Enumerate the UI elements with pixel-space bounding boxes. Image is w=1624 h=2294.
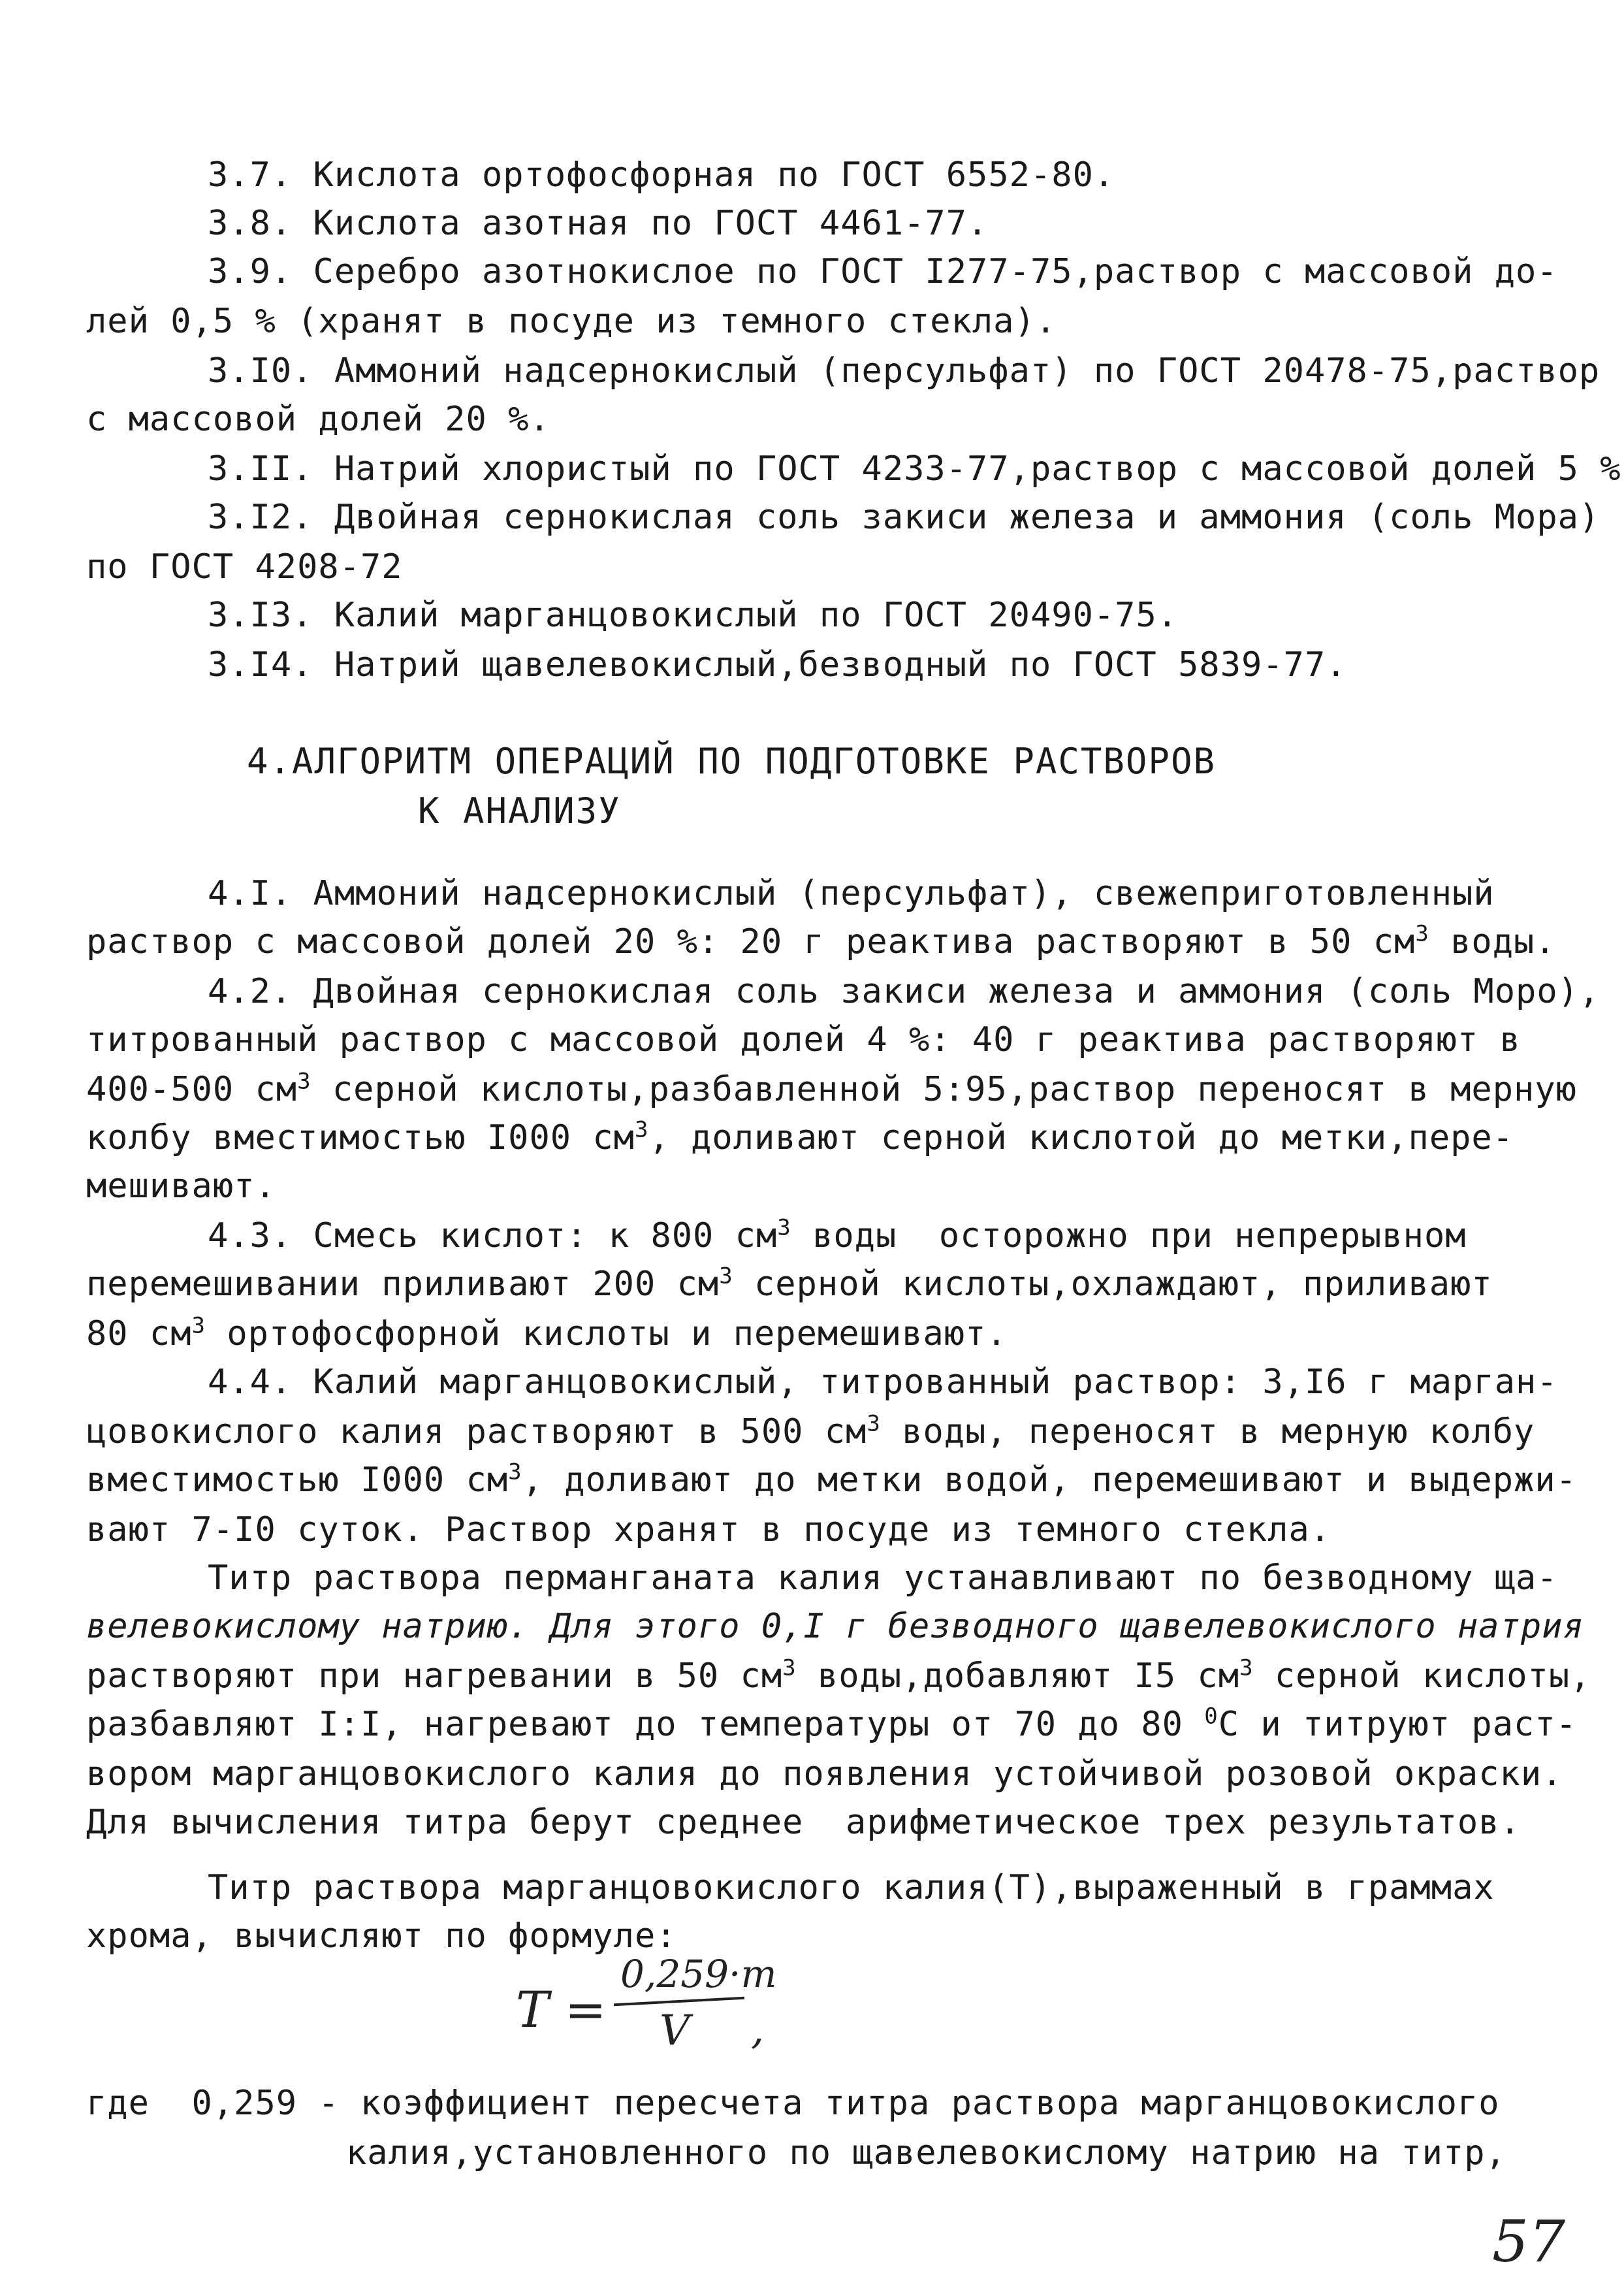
para-4-2-line3: 400-500 $см^3$ серной кислоты,разбавленной 5:95,раствор переносят в мерную [86,1068,1577,1109]
para-formula-intro-line1: Титр раствора марганцовокислого калия(Т),выраженный в граммах [208,1868,1495,1907]
para-4-2-line1: 4.2. Двойная сернокислая соль закиси железа и аммония (соль Моро), [208,972,1600,1011]
item-3-13: 3.I3. Калий марганцовокислый по ГОСТ 20490-75. [208,596,1179,635]
item-3-9-cont: лей 0,5 % (хранят в посуде из темного стекла). [86,302,1057,341]
para-titre-line4: разбавляют I:I, нагревают до температуры от 70 до 80 $^0$С и титруют раст- [86,1703,1577,1744]
para-4-3-line2: перемешивании приливают 200 $см^3$ серной кислоты,охлаждают, приливают [86,1263,1493,1304]
formula-lhs: Т = [516,1980,607,2039]
formula-numerator: 0,259·m [620,1952,777,1996]
para-4-4-line3: вместимостью I000 $см^3$, доливают до метки водой, перемешивают и выдержи- [86,1459,1577,1500]
section-4-heading-cont: К АНАЛИЗУ [418,790,621,832]
formula-comma: , [751,2005,765,2054]
formula-denominator: V [660,2007,690,2055]
item-3-9: 3.9. Серебро азотнокислое по ГОСТ I277-75,раствор с массовой до- [208,252,1558,291]
para-4-2-line4: колбу вместимостью I000 $см^3$, доливают серной кислотой до метки,пере- [86,1116,1514,1157]
para-titre-line6: Для вычисления титра берут среднее арифметическое трех результатов. [86,1803,1521,1842]
item-3-10-cont: с массовой долей 20 %. [86,400,550,439]
para-4-2-line2: титрованный раствор с массовой долей 4 %: 40 г реактива растворяют в [86,1020,1521,1059]
item-3-12-cont: по ГОСТ 4208-72 [86,547,403,587]
para-4-4-line2: цовокислого калия растворяют в 500 $см^3$ воды, переносят в мерную колбу [86,1410,1535,1451]
item-3-7: 3.7. Кислота ортофосфорная по ГОСТ 6552-80. [208,155,1115,195]
where-line1: где 0,259 - коэффициент пересчета титра раствора марганцовокислого [86,2084,1500,2123]
para-4-4-line1: 4.4. Калий марганцовокислый, титрованный раствор: 3,I6 г марган- [208,1363,1558,1402]
section-4-heading: 4.АЛГОРИТМ ОПЕРАЦИЙ ПО ПОДГОТОВКЕ РАСТВОРОВ [247,741,1216,782]
para-titre-line3: растворяют при нагревании в 50 $см^3$ воды,добавляют I5 $см^3$ серной кислоты, [86,1655,1591,1696]
para-titre-line1: Титр раствора перманганата калия устанавливают по безводному ща- [208,1559,1558,1598]
para-4-1-line1: 4.I. Аммоний надсернокислый (персульфат), свежеприготовленный [208,874,1495,913]
para-4-2-line5: мешивают. [86,1167,276,1206]
para-4-1-line2: раствор с массовой долей 20 %: 20 г реактива растворяют в 50 $см^3$ воды. [86,920,1556,961]
item-3-10: 3.I0. Аммоний надсернокислый (персульфат) по ГОСТ 20478-75,раствор [208,351,1600,391]
item-3-14: 3.I4. Натрий щавелевокислый,безводный по ГОСТ 5839-77. [208,645,1347,685]
para-4-3-line3: 80 $см^3$ ортофосфорной кислоты и перемешивают. [86,1312,1008,1353]
item-3-11: 3.II. Натрий хлористый по ГОСТ 4233-77,раствор с массовой долей 5 % [208,449,1621,489]
titre-formula [516,1947,790,2071]
item-3-12: 3.I2. Двойная сернокислая соль закиси железа и аммония (соль Мора) [208,498,1600,537]
para-4-4-line4: вают 7-I0 суток. Раствор хранят в посуде из темного стекла. [86,1510,1331,1549]
para-titre-line5: вором марганцовокислого калия до появления устойчивой розовой окраски. [86,1754,1563,1794]
where-line2: калия,установленного по щавелевокислому натрию на титр, [346,2133,1506,2173]
para-formula-intro-line2: хрома, вычисляют по формуле: [86,1916,677,1956]
page-number: 57 [1492,2208,1565,2275]
item-3-8: 3.8. Кислота азотная по ГОСТ 4461-77. [208,204,989,243]
para-4-3-line1: 4.3. Смесь кислот: к 800 $см^3$ воды осторожно при непрерывном [208,1214,1467,1255]
formula-fraction-bar [614,1997,744,2006]
para-titre-line2: велевокислому натрию. Для этого 0,I г безводного щавелевокислого натрия [86,1607,1584,1646]
